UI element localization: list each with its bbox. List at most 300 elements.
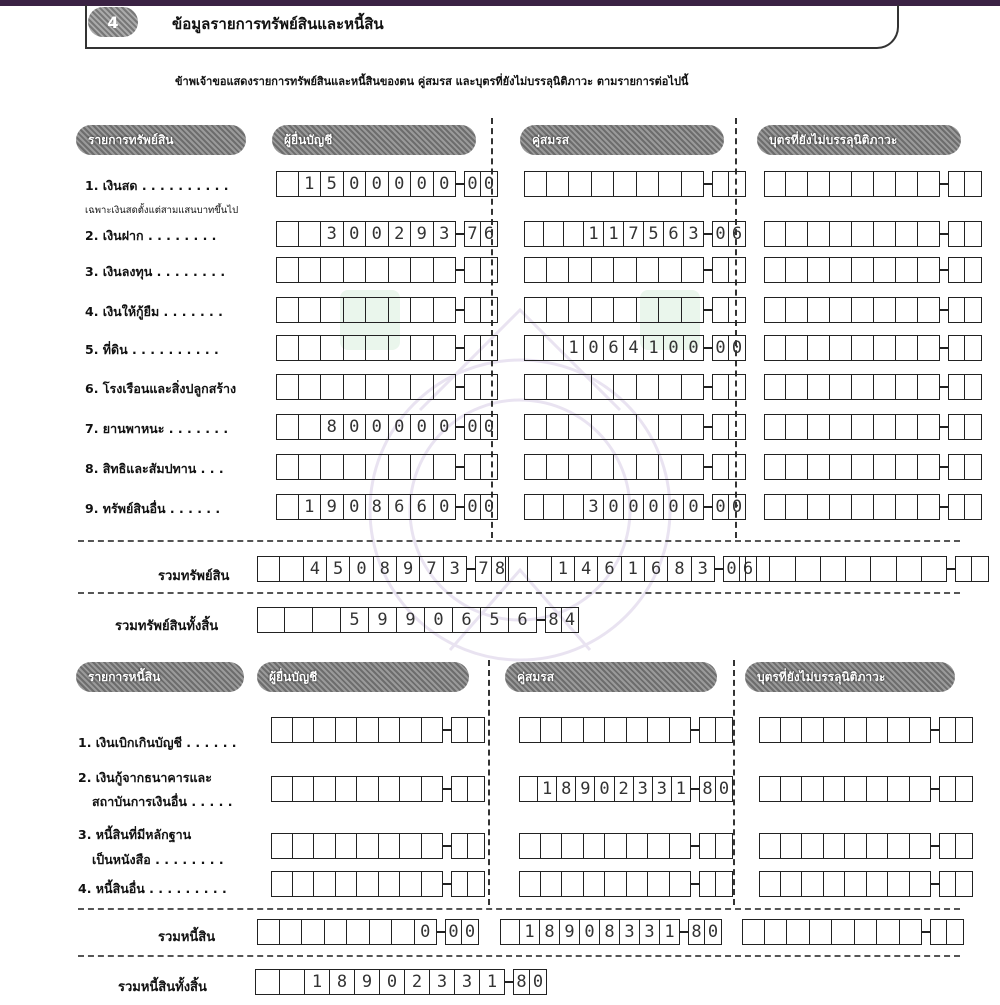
digit-cell[interactable] bbox=[299, 257, 322, 283]
satang-cell[interactable] bbox=[716, 717, 733, 743]
digit-cell[interactable] bbox=[366, 297, 389, 323]
digit-cell[interactable] bbox=[524, 494, 544, 520]
digit-cell[interactable] bbox=[764, 171, 786, 197]
digit-cell[interactable]: 9 bbox=[411, 221, 434, 247]
liab-child-field[interactable] bbox=[759, 775, 973, 803]
satang-cell[interactable] bbox=[468, 833, 485, 859]
digit-cell[interactable] bbox=[808, 494, 830, 520]
assets-grand-total[interactable] bbox=[257, 606, 579, 634]
digit-cell[interactable] bbox=[918, 374, 940, 400]
digit-cell[interactable]: 0 bbox=[366, 171, 389, 197]
satang-cell[interactable]: 8 bbox=[545, 607, 562, 633]
satang-cell[interactable] bbox=[481, 257, 498, 283]
satang-cell[interactable]: 0 bbox=[716, 776, 733, 802]
satang-cell[interactable] bbox=[712, 454, 729, 480]
digit-cell[interactable]: 6 bbox=[604, 335, 624, 361]
satang-cell[interactable] bbox=[712, 257, 729, 283]
digit-cell[interactable] bbox=[852, 171, 874, 197]
asset-child-field[interactable] bbox=[764, 296, 982, 324]
digit-cell[interactable] bbox=[648, 833, 670, 859]
digit-cell[interactable] bbox=[325, 919, 348, 945]
digit-cell[interactable]: 3 bbox=[321, 221, 344, 247]
digit-cell[interactable] bbox=[592, 414, 615, 440]
digit-cell[interactable] bbox=[293, 871, 315, 897]
digit-cell[interactable] bbox=[874, 297, 896, 323]
digit-cell[interactable] bbox=[276, 171, 299, 197]
digit-cell[interactable] bbox=[257, 556, 280, 582]
digit-cell[interactable]: 0 bbox=[595, 776, 614, 802]
digit-cell[interactable] bbox=[528, 556, 551, 582]
satang-cell[interactable] bbox=[956, 717, 973, 743]
digit-cell[interactable] bbox=[569, 257, 592, 283]
asset-owner-field[interactable] bbox=[276, 373, 498, 401]
digit-cell[interactable] bbox=[627, 717, 649, 743]
digit-cell[interactable] bbox=[357, 833, 379, 859]
digit-cell[interactable] bbox=[614, 171, 637, 197]
liab-total-spouse[interactable] bbox=[500, 918, 722, 946]
asset-child-field[interactable] bbox=[764, 413, 982, 441]
digit-cell[interactable] bbox=[682, 257, 705, 283]
digit-cell[interactable]: 1 bbox=[480, 969, 505, 995]
digit-cell[interactable]: 6 bbox=[389, 494, 412, 520]
satang-cell[interactable] bbox=[464, 454, 481, 480]
digit-cell[interactable] bbox=[648, 717, 670, 743]
satang-cell[interactable] bbox=[729, 171, 746, 197]
digit-cell[interactable]: 2 bbox=[615, 776, 634, 802]
digit-cell[interactable] bbox=[299, 335, 322, 361]
digit-cell[interactable] bbox=[786, 374, 808, 400]
digit-cell[interactable] bbox=[366, 335, 389, 361]
satang-cell[interactable]: 0 bbox=[705, 919, 722, 945]
satang-cell[interactable] bbox=[939, 776, 956, 802]
digit-cell[interactable] bbox=[562, 871, 584, 897]
digit-cell[interactable]: 7 bbox=[624, 221, 644, 247]
digit-cell[interactable] bbox=[845, 833, 867, 859]
digit-cell[interactable]: 0 bbox=[434, 494, 457, 520]
satang-cell[interactable] bbox=[451, 717, 468, 743]
digit-cell[interactable] bbox=[271, 776, 293, 802]
digit-cell[interactable] bbox=[389, 374, 412, 400]
digit-cell[interactable]: 8 bbox=[321, 414, 344, 440]
digit-cell[interactable]: 3 bbox=[430, 969, 455, 995]
digit-cell[interactable] bbox=[299, 414, 322, 440]
asset-spouse-field[interactable] bbox=[524, 493, 746, 521]
digit-cell[interactable] bbox=[357, 776, 379, 802]
digit-cell[interactable] bbox=[877, 919, 900, 945]
digit-cell[interactable] bbox=[347, 919, 370, 945]
digit-cell[interactable] bbox=[321, 335, 344, 361]
digit-cell[interactable] bbox=[336, 871, 358, 897]
digit-cell[interactable] bbox=[524, 257, 547, 283]
satang-cell[interactable] bbox=[451, 776, 468, 802]
digit-cell[interactable]: 6 bbox=[453, 607, 481, 633]
digit-cell[interactable]: 0 bbox=[344, 494, 367, 520]
digit-cell[interactable] bbox=[637, 414, 660, 440]
digit-cell[interactable]: 1 bbox=[660, 919, 680, 945]
digit-cell[interactable] bbox=[314, 871, 336, 897]
digit-cell[interactable]: 1 bbox=[644, 335, 664, 361]
digit-cell[interactable] bbox=[896, 221, 918, 247]
satang-cell[interactable] bbox=[965, 454, 982, 480]
satang-cell[interactable] bbox=[948, 171, 965, 197]
digit-cell[interactable]: 3 bbox=[444, 556, 467, 582]
digit-cell[interactable]: 3 bbox=[584, 494, 604, 520]
digit-cell[interactable] bbox=[824, 871, 846, 897]
satang-cell[interactable]: 0 bbox=[445, 919, 462, 945]
digit-cell[interactable] bbox=[400, 871, 422, 897]
digit-cell[interactable] bbox=[852, 297, 874, 323]
digit-cell[interactable]: 8 bbox=[557, 776, 576, 802]
digit-cell[interactable] bbox=[592, 171, 615, 197]
digit-cell[interactable] bbox=[786, 494, 808, 520]
satang-cell[interactable] bbox=[729, 454, 746, 480]
digit-cell[interactable] bbox=[845, 776, 867, 802]
satang-cell[interactable]: 0 bbox=[729, 335, 746, 361]
digit-cell[interactable] bbox=[786, 257, 808, 283]
digit-cell[interactable] bbox=[918, 171, 940, 197]
digit-cell[interactable] bbox=[313, 607, 341, 633]
digit-cell[interactable] bbox=[745, 556, 770, 582]
satang-cell[interactable]: 0 bbox=[481, 171, 498, 197]
digit-cell[interactable] bbox=[874, 171, 896, 197]
satang-cell[interactable]: 0 bbox=[712, 335, 729, 361]
digit-cell[interactable] bbox=[786, 414, 808, 440]
liab-spouse-field[interactable] bbox=[519, 716, 733, 744]
digit-cell[interactable] bbox=[271, 871, 293, 897]
digit-cell[interactable] bbox=[276, 374, 299, 400]
digit-cell[interactable] bbox=[411, 454, 434, 480]
digit-cell[interactable] bbox=[271, 717, 293, 743]
digit-cell[interactable] bbox=[637, 374, 660, 400]
digit-cell[interactable] bbox=[759, 776, 781, 802]
digit-cell[interactable] bbox=[299, 374, 322, 400]
digit-cell[interactable] bbox=[852, 257, 874, 283]
digit-cell[interactable] bbox=[764, 374, 786, 400]
digit-cell[interactable] bbox=[592, 374, 615, 400]
digit-cell[interactable] bbox=[293, 833, 315, 859]
digit-cell[interactable]: 4 bbox=[304, 556, 327, 582]
satang-cell[interactable] bbox=[965, 297, 982, 323]
digit-cell[interactable] bbox=[874, 414, 896, 440]
satang-cell[interactable] bbox=[481, 297, 498, 323]
asset-owner-field[interactable] bbox=[276, 413, 498, 441]
digit-cell[interactable]: 8 bbox=[330, 969, 355, 995]
satang-cell[interactable]: 0 bbox=[729, 494, 746, 520]
digit-cell[interactable] bbox=[569, 414, 592, 440]
asset-owner-field[interactable] bbox=[276, 334, 498, 362]
digit-cell[interactable]: 0 bbox=[664, 335, 684, 361]
digit-cell[interactable] bbox=[299, 297, 322, 323]
digit-cell[interactable]: 1 bbox=[299, 171, 322, 197]
digit-cell[interactable] bbox=[314, 717, 336, 743]
digit-cell[interactable] bbox=[524, 335, 544, 361]
digit-cell[interactable] bbox=[544, 494, 564, 520]
satang-cell[interactable] bbox=[699, 717, 716, 743]
digit-cell[interactable] bbox=[357, 717, 379, 743]
digit-cell[interactable] bbox=[569, 171, 592, 197]
digit-cell[interactable]: 8 bbox=[374, 556, 397, 582]
digit-cell[interactable] bbox=[808, 454, 830, 480]
satang-cell[interactable] bbox=[972, 556, 989, 582]
digit-cell[interactable]: 0 bbox=[344, 171, 367, 197]
digit-cell[interactable]: 0 bbox=[434, 171, 457, 197]
digit-cell[interactable] bbox=[742, 919, 765, 945]
digit-cell[interactable] bbox=[659, 257, 682, 283]
digit-cell[interactable] bbox=[852, 494, 874, 520]
satang-cell[interactable] bbox=[712, 171, 729, 197]
asset-spouse-field[interactable] bbox=[524, 453, 746, 481]
digit-cell[interactable] bbox=[659, 171, 682, 197]
liab-owner-field[interactable] bbox=[271, 775, 485, 803]
digit-cell[interactable] bbox=[852, 414, 874, 440]
digit-cell[interactable] bbox=[541, 717, 563, 743]
digit-cell[interactable] bbox=[500, 919, 520, 945]
digit-cell[interactable] bbox=[918, 494, 940, 520]
digit-cell[interactable] bbox=[852, 335, 874, 361]
digit-cell[interactable] bbox=[299, 221, 322, 247]
digit-cell[interactable] bbox=[321, 374, 344, 400]
digit-cell[interactable] bbox=[389, 257, 412, 283]
satang-cell[interactable] bbox=[464, 297, 481, 323]
satang-cell[interactable] bbox=[699, 833, 716, 859]
digit-cell[interactable]: 0 bbox=[434, 414, 457, 440]
satang-cell[interactable] bbox=[939, 717, 956, 743]
digit-cell[interactable] bbox=[411, 374, 434, 400]
digit-cell[interactable] bbox=[918, 414, 940, 440]
digit-cell[interactable] bbox=[562, 833, 584, 859]
digit-cell[interactable] bbox=[648, 871, 670, 897]
satang-cell[interactable] bbox=[948, 257, 965, 283]
satang-cell[interactable]: 0 bbox=[462, 919, 479, 945]
digit-cell[interactable]: 3 bbox=[684, 221, 704, 247]
digit-cell[interactable] bbox=[614, 454, 637, 480]
digit-cell[interactable] bbox=[808, 257, 830, 283]
digit-cell[interactable] bbox=[802, 717, 824, 743]
digit-cell[interactable]: 9 bbox=[355, 969, 380, 995]
digit-cell[interactable] bbox=[541, 833, 563, 859]
digit-cell[interactable]: 0 bbox=[380, 969, 405, 995]
liab-total-child[interactable] bbox=[742, 918, 964, 946]
digit-cell[interactable] bbox=[276, 454, 299, 480]
digit-cell[interactable] bbox=[564, 494, 584, 520]
digit-cell[interactable] bbox=[764, 221, 786, 247]
digit-cell[interactable]: 9 bbox=[576, 776, 595, 802]
digit-cell[interactable]: 6 bbox=[598, 556, 621, 582]
satang-cell[interactable]: 6 bbox=[729, 221, 746, 247]
satang-cell[interactable] bbox=[965, 257, 982, 283]
digit-cell[interactable]: 0 bbox=[415, 919, 438, 945]
asset-child-field[interactable] bbox=[764, 493, 982, 521]
digit-cell[interactable] bbox=[280, 919, 303, 945]
digit-cell[interactable] bbox=[547, 454, 570, 480]
digit-cell[interactable] bbox=[411, 257, 434, 283]
digit-cell[interactable]: 1 bbox=[672, 776, 691, 802]
digit-cell[interactable] bbox=[764, 494, 786, 520]
digit-cell[interactable] bbox=[592, 454, 615, 480]
satang-cell[interactable] bbox=[729, 257, 746, 283]
digit-cell[interactable] bbox=[759, 833, 781, 859]
digit-cell[interactable] bbox=[824, 833, 846, 859]
digit-cell[interactable] bbox=[614, 297, 637, 323]
assets-total-owner[interactable] bbox=[257, 555, 509, 583]
digit-cell[interactable]: 1 bbox=[520, 919, 540, 945]
digit-cell[interactable]: 2 bbox=[405, 969, 430, 995]
asset-spouse-field[interactable] bbox=[524, 220, 746, 248]
digit-cell[interactable] bbox=[770, 556, 795, 582]
digit-cell[interactable] bbox=[280, 969, 305, 995]
digit-cell[interactable] bbox=[824, 776, 846, 802]
digit-cell[interactable] bbox=[781, 717, 803, 743]
digit-cell[interactable] bbox=[544, 221, 564, 247]
digit-cell[interactable] bbox=[830, 454, 852, 480]
digit-cell[interactable] bbox=[910, 717, 932, 743]
digit-cell[interactable] bbox=[276, 297, 299, 323]
liab-spouse-field[interactable] bbox=[519, 870, 733, 898]
digit-cell[interactable] bbox=[547, 414, 570, 440]
satang-cell[interactable] bbox=[481, 335, 498, 361]
digit-cell[interactable] bbox=[786, 221, 808, 247]
liab-owner-field[interactable] bbox=[271, 870, 485, 898]
satang-cell[interactable]: 0 bbox=[481, 414, 498, 440]
digit-cell[interactable] bbox=[519, 871, 541, 897]
digit-cell[interactable] bbox=[888, 717, 910, 743]
asset-owner-field[interactable] bbox=[276, 220, 498, 248]
liab-spouse-field[interactable] bbox=[519, 775, 733, 803]
digit-cell[interactable] bbox=[896, 335, 918, 361]
satang-cell[interactable]: 6 bbox=[740, 556, 757, 582]
digit-cell[interactable] bbox=[852, 374, 874, 400]
digit-cell[interactable]: 3 bbox=[455, 969, 480, 995]
digit-cell[interactable] bbox=[276, 494, 299, 520]
satang-cell[interactable] bbox=[948, 297, 965, 323]
digit-cell[interactable] bbox=[379, 871, 401, 897]
digit-cell[interactable] bbox=[896, 454, 918, 480]
digit-cell[interactable] bbox=[682, 374, 705, 400]
satang-cell[interactable] bbox=[464, 257, 481, 283]
digit-cell[interactable] bbox=[846, 556, 871, 582]
digit-cell[interactable] bbox=[670, 833, 692, 859]
asset-owner-field[interactable] bbox=[276, 296, 498, 324]
digit-cell[interactable] bbox=[569, 454, 592, 480]
liab-child-field[interactable] bbox=[759, 832, 973, 860]
digit-cell[interactable] bbox=[411, 297, 434, 323]
digit-cell[interactable] bbox=[824, 717, 846, 743]
digit-cell[interactable] bbox=[867, 871, 889, 897]
digit-cell[interactable] bbox=[627, 833, 649, 859]
digit-cell[interactable] bbox=[336, 776, 358, 802]
digit-cell[interactable] bbox=[874, 374, 896, 400]
digit-cell[interactable] bbox=[810, 919, 833, 945]
digit-cell[interactable] bbox=[830, 171, 852, 197]
digit-cell[interactable]: 3 bbox=[692, 556, 715, 582]
satang-cell[interactable]: 8 bbox=[492, 556, 509, 582]
digit-cell[interactable]: 0 bbox=[604, 494, 624, 520]
digit-cell[interactable] bbox=[781, 871, 803, 897]
satang-cell[interactable] bbox=[948, 454, 965, 480]
digit-cell[interactable] bbox=[584, 871, 606, 897]
digit-cell[interactable] bbox=[293, 717, 315, 743]
digit-cell[interactable] bbox=[659, 374, 682, 400]
digit-cell[interactable] bbox=[614, 414, 637, 440]
digit-cell[interactable] bbox=[670, 871, 692, 897]
digit-cell[interactable] bbox=[896, 297, 918, 323]
liab-grand-total[interactable] bbox=[255, 968, 547, 996]
digit-cell[interactable]: 3 bbox=[620, 919, 640, 945]
digit-cell[interactable]: 0 bbox=[644, 494, 664, 520]
digit-cell[interactable] bbox=[562, 717, 584, 743]
digit-cell[interactable] bbox=[276, 335, 299, 361]
digit-cell[interactable] bbox=[852, 454, 874, 480]
digit-cell[interactable] bbox=[547, 297, 570, 323]
digit-cell[interactable]: 3 bbox=[653, 776, 672, 802]
digit-cell[interactable] bbox=[682, 414, 705, 440]
digit-cell[interactable] bbox=[874, 221, 896, 247]
digit-cell[interactable] bbox=[659, 297, 682, 323]
digit-cell[interactable] bbox=[759, 871, 781, 897]
satang-cell[interactable]: 0 bbox=[464, 494, 481, 520]
satang-cell[interactable]: 4 bbox=[562, 607, 579, 633]
digit-cell[interactable] bbox=[670, 717, 692, 743]
asset-spouse-field[interactable] bbox=[524, 296, 746, 324]
satang-cell[interactable] bbox=[948, 221, 965, 247]
digit-cell[interactable] bbox=[524, 221, 544, 247]
asset-owner-field[interactable] bbox=[276, 170, 498, 198]
digit-cell[interactable]: 0 bbox=[344, 221, 367, 247]
digit-cell[interactable] bbox=[366, 257, 389, 283]
digit-cell[interactable] bbox=[918, 257, 940, 283]
digit-cell[interactable] bbox=[400, 717, 422, 743]
digit-cell[interactable] bbox=[505, 556, 528, 582]
digit-cell[interactable] bbox=[422, 871, 444, 897]
digit-cell[interactable] bbox=[830, 335, 852, 361]
digit-cell[interactable] bbox=[422, 833, 444, 859]
digit-cell[interactable]: 0 bbox=[411, 171, 434, 197]
digit-cell[interactable] bbox=[867, 776, 889, 802]
digit-cell[interactable] bbox=[896, 414, 918, 440]
digit-cell[interactable] bbox=[321, 257, 344, 283]
digit-cell[interactable] bbox=[888, 776, 910, 802]
digit-cell[interactable] bbox=[255, 969, 280, 995]
digit-cell[interactable]: 1 bbox=[305, 969, 330, 995]
satang-cell[interactable] bbox=[965, 374, 982, 400]
asset-child-field[interactable] bbox=[764, 220, 982, 248]
digit-cell[interactable]: 6 bbox=[509, 607, 537, 633]
satang-cell[interactable] bbox=[955, 556, 972, 582]
digit-cell[interactable] bbox=[808, 171, 830, 197]
digit-cell[interactable] bbox=[888, 833, 910, 859]
satang-cell[interactable] bbox=[948, 374, 965, 400]
digit-cell[interactable]: 6 bbox=[411, 494, 434, 520]
digit-cell[interactable] bbox=[830, 414, 852, 440]
satang-cell[interactable] bbox=[481, 374, 498, 400]
satang-cell[interactable] bbox=[468, 776, 485, 802]
digit-cell[interactable] bbox=[627, 871, 649, 897]
satang-cell[interactable] bbox=[712, 374, 729, 400]
digit-cell[interactable]: 0 bbox=[344, 414, 367, 440]
digit-cell[interactable] bbox=[918, 454, 940, 480]
digit-cell[interactable] bbox=[434, 297, 457, 323]
digit-cell[interactable] bbox=[830, 297, 852, 323]
digit-cell[interactable] bbox=[336, 717, 358, 743]
satang-cell[interactable]: 0 bbox=[712, 494, 729, 520]
digit-cell[interactable] bbox=[808, 297, 830, 323]
digit-cell[interactable]: 0 bbox=[684, 494, 704, 520]
liab-spouse-field[interactable] bbox=[519, 832, 733, 860]
satang-cell[interactable] bbox=[956, 871, 973, 897]
digit-cell[interactable] bbox=[808, 335, 830, 361]
digit-cell[interactable] bbox=[874, 335, 896, 361]
liab-owner-field[interactable] bbox=[271, 832, 485, 860]
